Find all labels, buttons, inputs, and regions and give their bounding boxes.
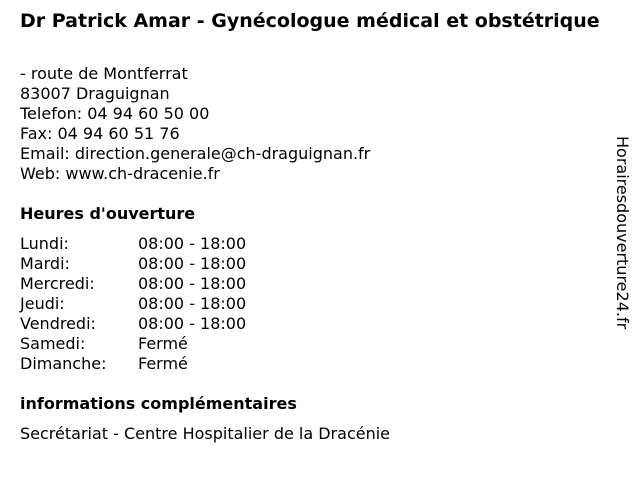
hours-day: Vendredi: [20, 314, 96, 333]
hours-table [20, 234, 246, 374]
hours-day: Mardi: [20, 254, 70, 273]
hours-time: Fermé [138, 354, 188, 373]
info-heading: informations complémentaires [20, 394, 297, 413]
address-street: - route de Montferrat [20, 64, 188, 83]
fax-number: Fax: 04 94 60 51 76 [20, 124, 180, 143]
hours-day: Jeudi: [20, 294, 65, 313]
hours-time: Fermé [138, 334, 188, 353]
hours-row-saturday [20, 334, 246, 354]
hours-row-wednesday [20, 274, 246, 294]
hours-time: 08:00 - 18:00 [138, 234, 247, 253]
hours-time: 08:00 - 18:00 [138, 314, 247, 333]
hours-row-friday [20, 314, 246, 334]
hours-row-thursday [20, 294, 246, 314]
hours-day: Samedi: [20, 334, 86, 353]
hours-time: 08:00 - 18:00 [138, 294, 247, 313]
hours-row-tuesday [20, 254, 246, 274]
contact-block [20, 64, 370, 184]
hours-time: 08:00 - 18:00 [138, 274, 247, 293]
phone-number: Telefon: 04 94 60 50 00 [20, 104, 210, 123]
hours-row-sunday [20, 354, 246, 374]
email-address: Email: direction.generale@ch-draguignan.fr [20, 144, 371, 163]
hours-time: 08:00 - 18:00 [138, 254, 247, 273]
info-text: Secrétariat - Centre Hospitalier de la Dracénie [20, 424, 391, 443]
address-city: 83007 Draguignan [20, 84, 170, 103]
site-watermark: Horairesdouverture24.fr [613, 136, 632, 330]
page-title: Dr Patrick Amar - Gynécologue médical et obstétrique [20, 10, 600, 32]
hours-day: Mercredi: [20, 274, 95, 293]
hours-day: Lundi: [20, 234, 69, 253]
hours-heading: Heures d'ouverture [20, 204, 196, 223]
hours-row-monday [20, 234, 246, 254]
hours-day: Dimanche: [20, 354, 107, 373]
website: Web: www.ch-dracenie.fr [20, 164, 220, 183]
